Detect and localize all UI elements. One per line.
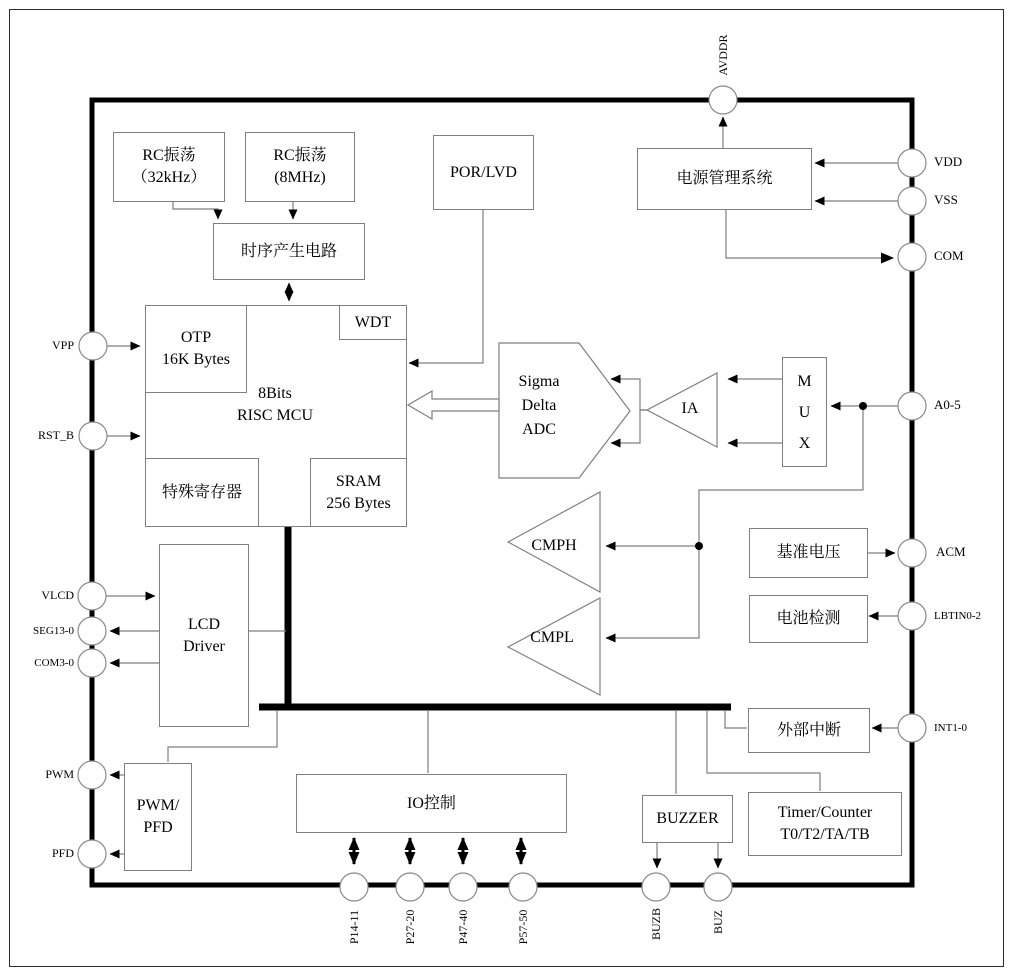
lcd-line1: LCD [188, 615, 220, 633]
cmph-label: CMPH [531, 537, 577, 554]
pin-vdd [898, 149, 926, 177]
power-label: 电源管理系统 [676, 170, 773, 188]
rc8-line1: RC振荡 [273, 147, 327, 165]
mux-line1: M [797, 372, 812, 390]
timing-label: 时序产生电路 [240, 242, 337, 260]
pin-label-pwm: PWM [45, 767, 74, 781]
mcu-line1: 8Bits [258, 385, 292, 402]
pin-p27-20 [396, 873, 424, 901]
mcu-line2: RISC MCU [236, 407, 314, 425]
block-otp [145, 305, 247, 393]
por-lvd-label: POR/LVD [450, 163, 517, 181]
rc32-line2: （32kHz） [131, 169, 207, 186]
mux-line2: U [798, 403, 811, 421]
mux-line3: X [798, 434, 811, 452]
pin-label-vdd: VDD [934, 154, 963, 169]
pin-pwm [78, 761, 106, 789]
pin-label-acm: ACM [936, 544, 966, 559]
block-special-registers [145, 458, 259, 527]
block-mux [782, 357, 827, 467]
junction-dot [695, 542, 703, 550]
block-timing-generator [213, 223, 365, 280]
block-power-management [637, 148, 812, 210]
block-timer-counter [748, 792, 902, 856]
pin-label-p57-50: P57-50 [516, 909, 530, 945]
pin-label-vlcd: VLCD [41, 588, 74, 602]
pin-lbtin0-2 [898, 602, 926, 630]
block-external-interrupt [748, 708, 870, 753]
rc32-line1: RC振荡 [142, 147, 196, 165]
ia-label: IA [681, 400, 699, 417]
junction-dot [859, 402, 867, 410]
io-port-double-arrows [354, 838, 521, 864]
block-sram [310, 458, 407, 527]
block-voltage-reference [749, 528, 868, 578]
pin-label-avddr: AVDDR [716, 34, 730, 76]
pin-label-vss: VSS [934, 192, 958, 207]
cmpl-label: CMPL [530, 629, 574, 646]
pin-label-com: COM [934, 248, 964, 263]
pin-p14-11 [340, 873, 368, 901]
pin-acm [898, 539, 926, 567]
pin-label-com3-0: COM3-0 [34, 657, 74, 669]
adc-line3: ADC [522, 421, 556, 438]
pin-label-pfd: PFD [51, 846, 74, 860]
vref-label: 基准电压 [776, 544, 841, 562]
pin-int1-0 [898, 714, 926, 742]
pin-com3-0 [78, 649, 106, 677]
pwm-pfd-line1: PWM/ [136, 797, 180, 815]
otp-line2: 16K Bytes [162, 351, 230, 368]
io-ctrl-label: IO控制 [407, 794, 456, 812]
rc8-line2: (8MHz) [274, 169, 326, 186]
pin-vpp [79, 332, 107, 360]
sram-line1: SRAM [335, 472, 382, 490]
pin-seg13-0 [78, 617, 106, 645]
lcd-line2: Driver [183, 637, 225, 655]
pin-pfd [78, 840, 106, 868]
block-wdt [339, 305, 407, 340]
buzzer-label: BUZZER [656, 810, 719, 828]
pin-label-lbtin0-2: LBTIN0-2 [934, 610, 982, 622]
pin-com [898, 243, 926, 271]
block-rc-osc-8m [245, 132, 355, 202]
pin-a0-5 [898, 392, 926, 420]
block-pwm-pfd [124, 763, 192, 871]
otp-line1: OTP [180, 329, 212, 347]
timer-line1: Timer/Counter [777, 804, 873, 822]
timer-line2: T0/T2/TA/TB [780, 826, 870, 843]
pin-label-vpp: VPP [51, 338, 74, 352]
pin-label-buzb: BUZB [649, 908, 663, 941]
data-buses [259, 525, 731, 707]
pin-label-a0-5: A0-5 [934, 397, 961, 412]
pin-label-seg13-0: SEG13-0 [33, 625, 74, 637]
block-por-lvd [433, 135, 534, 210]
ext-int-label: 外部中断 [776, 721, 841, 739]
battery-label: 电池检测 [776, 610, 841, 628]
pwm-pfd-line2: PFD [143, 819, 173, 836]
block-rc-osc-32k [113, 132, 225, 202]
pin-vlcd [78, 582, 106, 610]
block-battery-detect [749, 595, 868, 643]
pin-label-buz: BUZ [711, 910, 725, 934]
pin-p57-50 [509, 873, 537, 901]
adc-line2: Delta [521, 397, 557, 414]
pin-vss [898, 187, 926, 215]
pin-p47-40 [449, 873, 477, 901]
adc-to-mcu-hollow-arrow [408, 391, 499, 419]
pin-label-p27-20: P27-20 [403, 909, 417, 945]
adc-line1: Sigma [518, 373, 560, 390]
pin-label-p14-11: P14-11 [347, 909, 361, 945]
pin-avddr [709, 86, 737, 114]
block-lcd-driver [159, 544, 249, 727]
pin-label-int1-0: INT1-0 [934, 722, 967, 734]
block-buzzer [642, 795, 733, 843]
pin-rst-b [79, 422, 107, 450]
adc-label [499, 370, 579, 442]
sram-line2: 256 Bytes [326, 494, 391, 512]
pin-label-p47-40: P47-40 [456, 909, 470, 945]
sfr-label: 特殊寄存器 [161, 483, 242, 501]
pin-label-rst-b: RST_B [37, 428, 74, 442]
block-io-control [296, 774, 567, 833]
wdt-label: WDT [354, 313, 392, 331]
